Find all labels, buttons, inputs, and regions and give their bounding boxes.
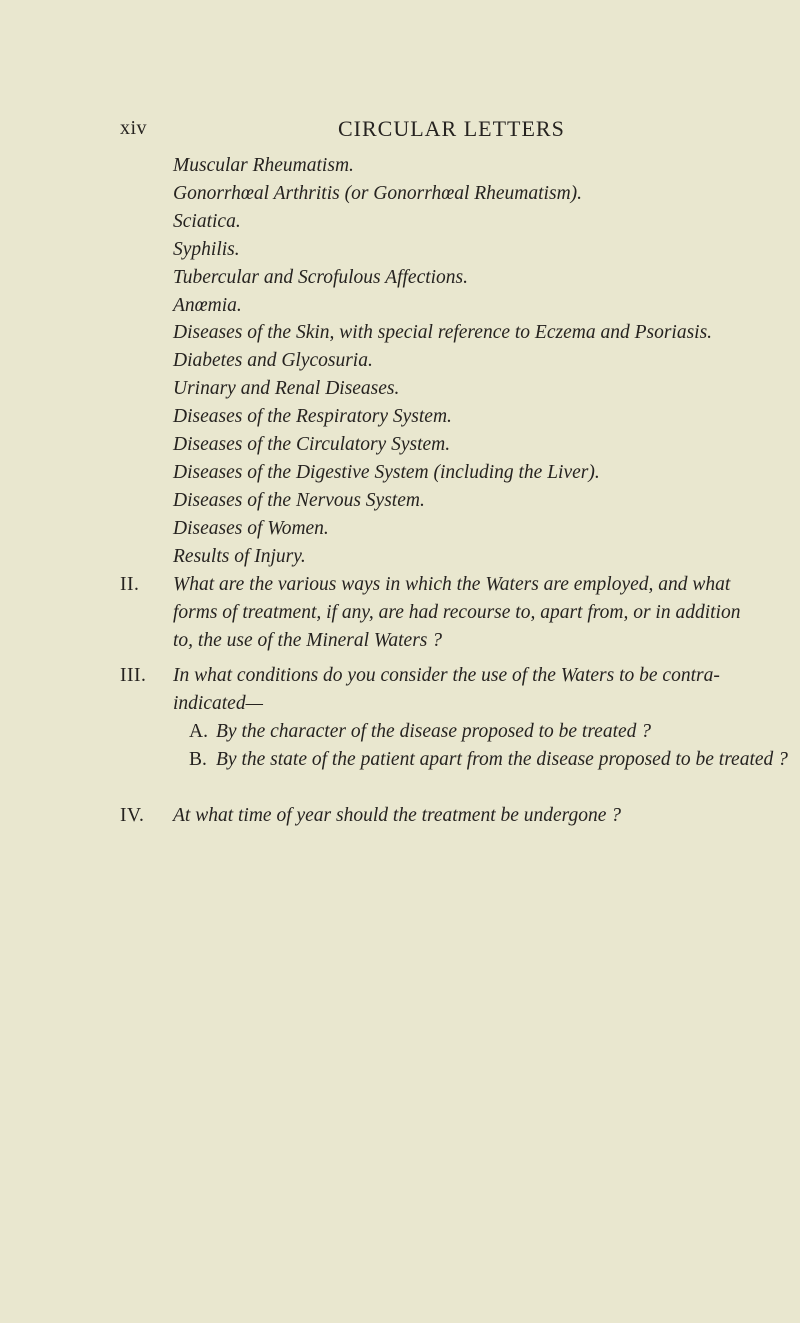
question-text: In what conditions do you consider the use of the Waters to be contra-indicated—: [173, 665, 720, 714]
list-item: Tubercular and Scrofulous Affections.: [173, 266, 469, 288]
subquestion-letter: B.: [189, 749, 207, 770]
page-number: xiv: [120, 117, 148, 139]
question-number: IV.: [120, 805, 145, 826]
subquestion-text: By the character of the disease proposed to be treated ?: [216, 721, 652, 742]
list-item: Diseases of the Circulatory System.: [173, 434, 451, 456]
list-item: Anœmia.: [173, 294, 242, 316]
list-item: Diabetes and Glycosuria.: [173, 350, 373, 372]
list-item: Sciatica.: [173, 210, 241, 232]
list-item: Diseases of Women.: [173, 517, 329, 539]
list-item: Results of Injury.: [173, 545, 306, 567]
question-text: What are the various ways in which the Waters are employed, and what forms of treatment, if any, are had recourse to, apart from, or in addition to, the use of the Mineral Waters ?: [173, 574, 741, 651]
question-number: III.: [120, 665, 147, 686]
conditions-list: [173, 152, 712, 571]
list-item: Urinary and Renal Diseases.: [173, 378, 400, 400]
subquestion-text: By the state of the patient apart from the disease proposed to be treated ?: [216, 749, 788, 770]
list-item: Diseases of the Nervous System.: [173, 489, 425, 511]
list-item: Syphilis.: [173, 238, 240, 260]
list-item: Gonorrhœal Arthritis (or Gonorrhœal Rheumatism).: [173, 182, 583, 204]
list-item: Diseases of the Digestive System (including the Liver).: [173, 461, 600, 483]
list-item: Diseases of the Respiratory System.: [173, 406, 452, 428]
question-text: At what time of year should the treatment be undergone ?: [173, 805, 622, 826]
list-item: Diseases of the Skin, with special reference to Eczema and Psoriasis.: [173, 322, 713, 344]
running-head: CIRCULAR LETTERS: [338, 116, 565, 141]
question-number: II.: [120, 574, 140, 595]
list-item: Muscular Rheumatism.: [173, 155, 354, 176]
subquestion-letter: A.: [189, 721, 208, 742]
